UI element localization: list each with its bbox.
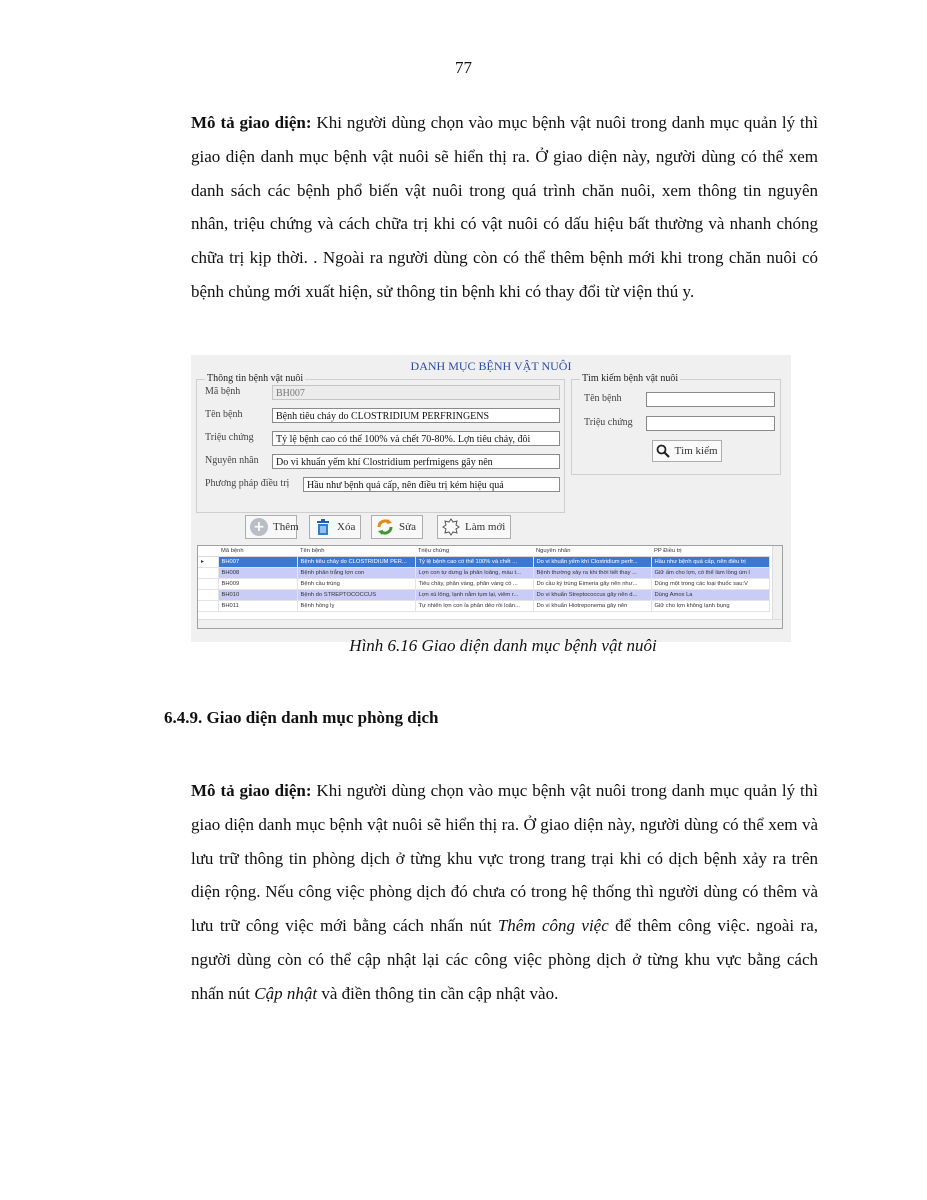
horizontal-scrollbar[interactable]	[198, 619, 782, 628]
page-number: 77	[455, 58, 472, 77]
table-cell[interactable]: Tỷ lệ bệnh cao có thể 100% và chết ...	[415, 557, 533, 568]
delete-button-label: Xóa	[337, 521, 356, 533]
vertical-scrollbar[interactable]	[772, 546, 782, 620]
description-text: Khi người dùng chọn vào mục bệnh vật nuôi trong danh mục quản lý thì giao diện danh mục bệnh vật nuôi sẽ hiển thị ra. Ở giao diện này, người dùng có thể xem danh sách các bệnh phổ biến vật nuôi trong quá trình chăn nuôi, xem thông tin nguyên nhân, triệu chứng và cách chữa trị khi có vật nuôi có dấu hiệu bất thường và nhanh chóng chữa trị kịp thời. . Ngoài ra người dùng còn có thể thêm bệnh mới khi trong chăn nuôi có bệnh chủng mới xuất hiện, sử thông tin bệnh khi có thay đổi từ viện thú y.	[191, 113, 818, 301]
delete-button[interactable]	[309, 515, 361, 539]
table-cell[interactable]: Bệnh thường xảy ra khi thời tiết thay ...	[533, 568, 651, 579]
refresh-arrows-icon	[376, 518, 394, 536]
ten-benh-label: Tên bệnh	[205, 409, 243, 420]
table-row[interactable]	[198, 568, 769, 579]
row-header-cell[interactable]	[198, 590, 218, 601]
table-cell[interactable]: BH011	[218, 601, 297, 612]
table-cell[interactable]: Dùng Amox La	[651, 590, 769, 601]
table-cell[interactable]: BH007	[218, 557, 297, 568]
search-button[interactable]	[652, 440, 722, 462]
phuong-phap-field[interactable]: Hầu như bệnh quá cấp, nên điều trị kém hiệu quả	[303, 477, 560, 492]
edit-button-label: Sửa	[399, 521, 416, 533]
table-cell[interactable]: Bệnh do STREPTOCOCCUS	[297, 590, 415, 601]
table-cell[interactable]: Bệnh tiêu chảy do CLOSTRIDIUM PER...	[297, 557, 415, 568]
ma-benh-field[interactable]: BH007	[272, 385, 560, 400]
table-cell[interactable]: Do vi khuẩn yếm khí Clostridium perfr...	[533, 557, 651, 568]
nguyen-nhan-label: Nguyên nhân	[205, 455, 259, 466]
table-header-row	[198, 546, 769, 557]
magnifier-icon	[656, 444, 670, 458]
disease-table[interactable]	[197, 545, 783, 629]
new-badge-icon	[442, 518, 460, 536]
table-cell[interactable]: Giữ cho lợn không lạnh bụng	[651, 601, 769, 612]
table-cell[interactable]: Tiêu chảy, phân vàng, phân vàng có ...	[415, 579, 533, 590]
column-header[interactable]: PP Điều trị	[651, 546, 769, 557]
add-button-label: Thêm	[273, 521, 299, 533]
description-lead: Mô tả giao diện:	[191, 113, 312, 132]
screenshot-figure	[191, 355, 791, 642]
search-trieu-chung-input[interactable]	[646, 416, 775, 431]
column-header[interactable]: Mã bệnh	[218, 546, 297, 557]
refresh-button-label: Làm mới	[465, 521, 506, 533]
table-cell[interactable]: Giữ ấm cho lợn, có thể làm lồng úm l	[651, 568, 769, 579]
table-cell[interactable]: Hầu như bệnh quá cấp, nên điều trị	[651, 557, 769, 568]
table-cell[interactable]: Dùng một trong các loại thuốc sau:V	[651, 579, 769, 590]
description-text-2c: và điền thông tin cần cập nhật vào.	[317, 983, 559, 1003]
description-text-2b: để thêm công việc. ngoài ra, người dùng còn có thể cập nhật lại các công việc phòng dịch ở từng khu vực bằng cách nhấn nút	[191, 916, 819, 1003]
ten-benh-field[interactable]: Bệnh tiêu chảy do CLOSTRIDIUM PERFRINGENS	[272, 408, 560, 423]
column-header[interactable]: Triệu chứng	[415, 546, 533, 557]
search-ten-benh-input[interactable]	[646, 392, 775, 407]
table-row[interactable]	[198, 579, 769, 590]
table-cell[interactable]: Lợn xù lông, lạnh nằm tụm lại, viêm r...	[415, 590, 533, 601]
plus-circle-icon: +	[250, 518, 268, 536]
phuong-phap-label: Phương pháp điều trị	[205, 478, 290, 489]
row-header-cell[interactable]	[198, 568, 218, 579]
description-text-2a: Khi người dùng chọn vào mục bệnh vật nuôi trong danh mục quản lý thì giao diện danh mục bệnh vật nuôi sẽ hiển thị ra. Ở giao diện này, người dùng có thể xem và lưu trữ thông tin phòng dịch ở từng khu vực trong trang trại khi có dịch bệnh xảy ra trên diện rộng. Nếu công việc phòng dịch đó chưa có trong hệ thống thì người dùng có thêm và lưu trữ công việc mới bằng cách nhấn nút	[191, 781, 818, 936]
row-header-cell[interactable]	[198, 601, 218, 612]
trash-icon	[314, 518, 332, 536]
search-group-title: Tìm kiếm bệnh vật nuôi	[582, 373, 679, 384]
disease-info-group-title: Thông tin bệnh vật nuôi	[207, 373, 304, 384]
figure-caption: Hình 6.16 Giao diện danh mục bệnh vật nuôi	[349, 636, 657, 655]
table-row[interactable]	[198, 590, 769, 601]
italic-them-cong-viec: Thêm công việc	[497, 916, 609, 936]
table-cell[interactable]: BH008	[218, 568, 297, 579]
table-cell[interactable]: Lợn con tự dưng ỉa phân loãng, màu t...	[415, 568, 533, 579]
search-button-label: Tìm kiếm	[674, 445, 718, 457]
edit-button[interactable]	[371, 515, 423, 539]
table-cell[interactable]: BH009	[218, 579, 297, 590]
refresh-button[interactable]	[437, 515, 511, 539]
table-cell[interactable]: Bệnh phân trắng lợn con	[297, 568, 415, 579]
table-cell[interactable]: Do cầu ký trùng Eimeria gây nên như...	[533, 579, 651, 590]
table-cell[interactable]: BH010	[218, 590, 297, 601]
table-row[interactable]	[198, 601, 769, 612]
trieu-chung-field[interactable]: Tỷ lệ bệnh cao có thể 100% và chết 70-80%. Lợn tiêu chảy, đôi	[272, 431, 560, 446]
search-ten-benh-label: Tên bệnh	[584, 393, 622, 404]
table-row[interactable]	[198, 557, 769, 568]
ma-benh-label: Mã bệnh	[205, 386, 241, 397]
table-cell[interactable]: Bệnh cầu trùng	[297, 579, 415, 590]
column-header[interactable]: Nguyên nhân	[533, 546, 651, 557]
nguyen-nhan-field[interactable]: Do vi khuẩn yếm khí Clostridium perfrnigens gây nên	[272, 454, 560, 469]
table-cell[interactable]: Tự nhiên lợn con ỉa phân dẻo rồi loãn...	[415, 601, 533, 612]
description-lead-2: Mô tả giao diện:	[191, 781, 312, 800]
form-title: DANH MỤC BỆNH VẬT NUÔI	[410, 359, 572, 373]
italic-cap-nhat: Cập nhật	[254, 983, 318, 1003]
column-header[interactable]: Tên bệnh	[297, 546, 415, 557]
search-group	[571, 373, 781, 475]
row-header-cell[interactable]: ▸	[198, 557, 218, 568]
table-cell[interactable]: Do vi khuẩn Streptococcus gây nên d...	[533, 590, 651, 601]
add-button[interactable]	[245, 515, 297, 539]
table-cell[interactable]: Bệnh hồng lỵ	[297, 601, 415, 612]
trieu-chung-label: Triệu chứng	[205, 432, 254, 443]
row-header-cell[interactable]	[198, 579, 218, 590]
disease-info-group	[196, 373, 565, 513]
search-trieu-chung-label: Triệu chứng	[584, 417, 633, 428]
description-paragraph-2	[191, 774, 818, 1011]
table-cell[interactable]: Do vi khuẩn Hiotreponema gây nên	[533, 601, 651, 612]
description-paragraph-1	[191, 106, 818, 309]
section-heading: 6.4.9. Giao diện danh mục phòng dịch	[164, 708, 439, 727]
